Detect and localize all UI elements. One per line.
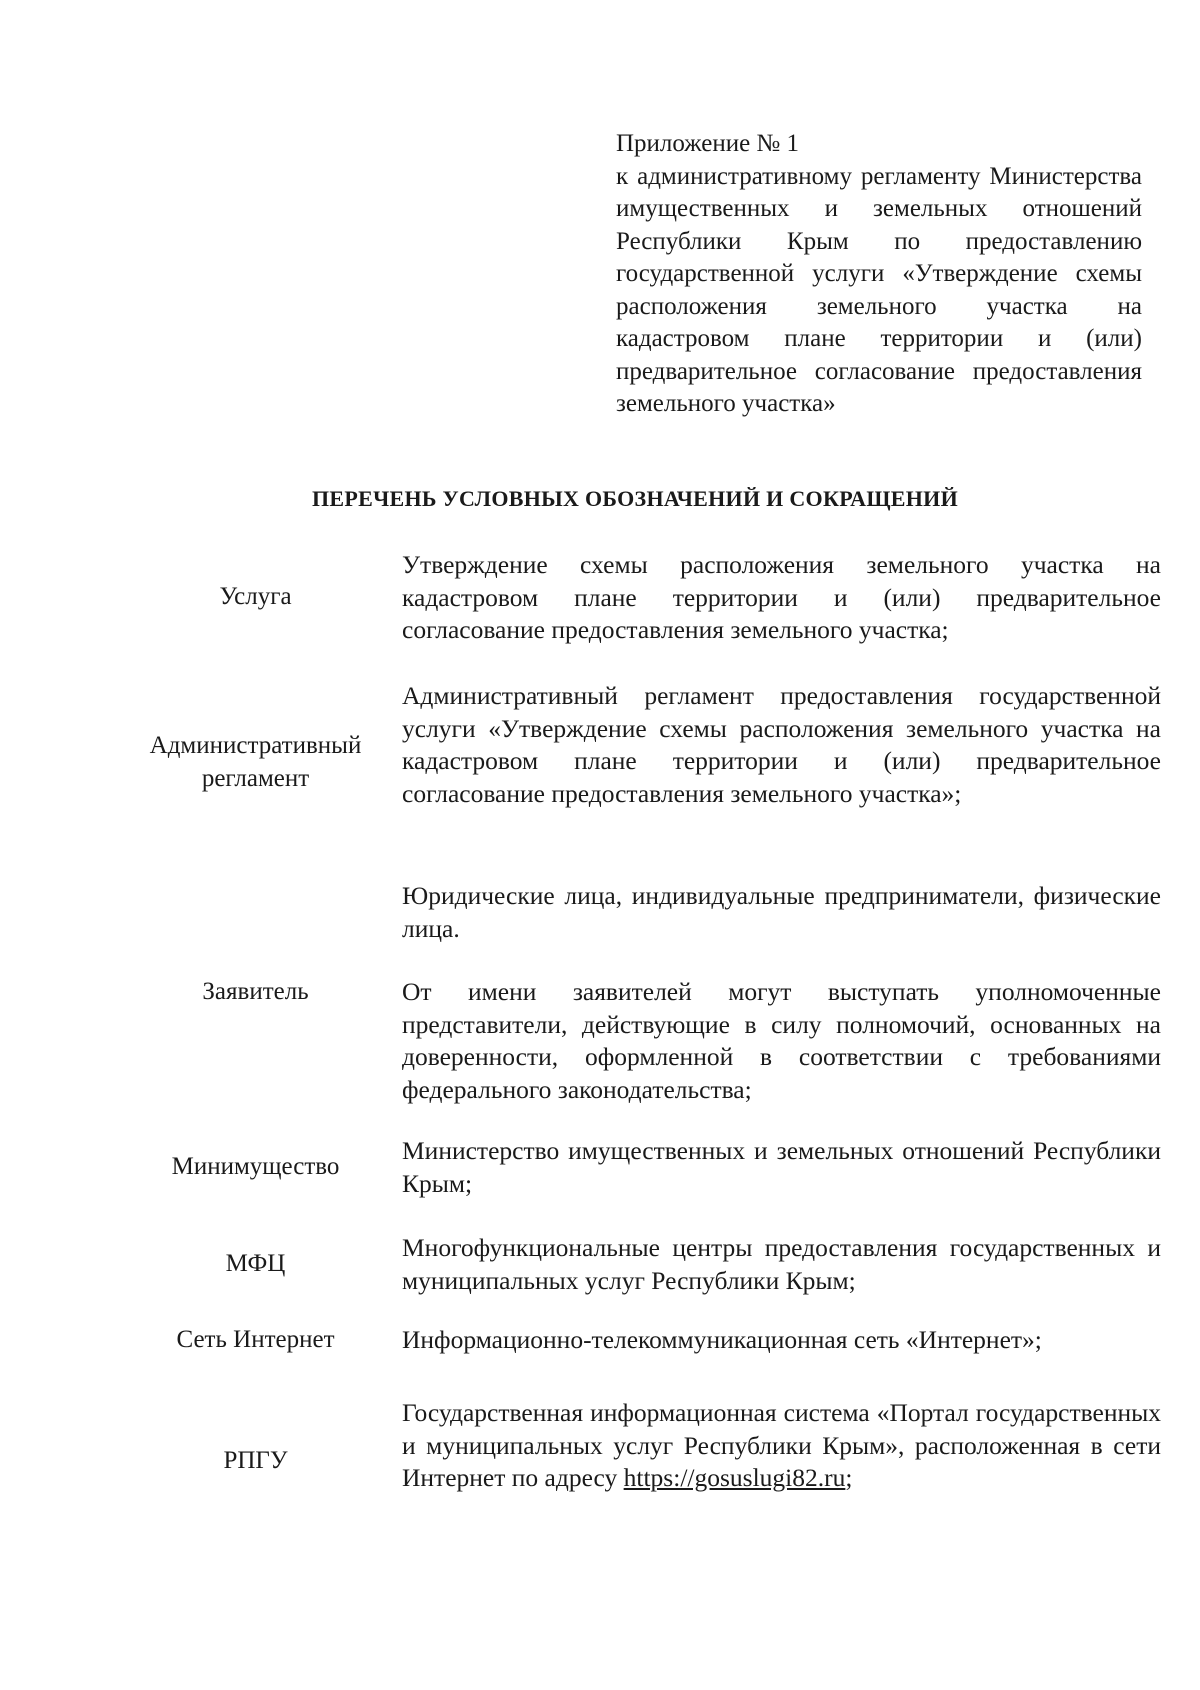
rpgu-link-suffix: ; xyxy=(845,1463,853,1492)
rpgu-definition-text: Государственная информационная система «Портал государственных и муниципальных услуг Республики Крым», расположенная в сети Интернет по адресу xyxy=(402,1398,1161,1492)
glossary-definition-part2: От имени заявителей могут выступать уполномоченные представители, действующие в силу полномочий, основанных на доверенности, оформленной в соответствии с требованиями федерального законодательства; xyxy=(402,977,1161,1104)
glossary-definition: Утверждение схемы расположения земельного участка на кадастровом плане территории и (или) предварительное согласование предоставления земельного участка; xyxy=(402,550,1161,644)
glossary-definition: Многофункциональные центры предоставления государственных и муниципальных услуг Республики Крым; xyxy=(402,1233,1161,1295)
document-title: ПЕРЕЧЕНЬ УСЛОВНЫХ ОБОЗНАЧЕНИЙ И СОКРАЩЕНИЙ xyxy=(311,486,959,511)
appendix-block xyxy=(616,128,1142,421)
glossary-definition: Министерство имущественных и земельных отношений Республики Крым; xyxy=(402,1136,1161,1198)
glossary-term: МФЦ xyxy=(225,1250,286,1277)
glossary-term: Заявитель xyxy=(202,978,309,1005)
appendix-text: к административному регламенту Министерства имущественных и земельных отношений Республики Крым по предоставлению государственной услуги «Утверждение схемы расположения земельного участка на кадастровом плане территории и (или) предварительное согласование предоставления земельного участка» xyxy=(616,162,1142,417)
glossary-definition-part1: Юридические лица, индивидуальные предприниматели, физические лица. xyxy=(402,881,1161,943)
glossary-definition xyxy=(402,1397,1161,1495)
glossary-term: Сеть Интернет xyxy=(176,1326,335,1353)
appendix-heading: Приложение № 1 xyxy=(616,130,800,157)
glossary-term: Минимущество xyxy=(171,1153,340,1180)
glossary-term: Услуга xyxy=(219,583,292,610)
glossary-definition: Информационно-телекоммуникационная сеть «Интернет»; xyxy=(402,1325,1042,1354)
glossary-term: РПГУ xyxy=(223,1447,288,1474)
glossary-definition: Административный регламент предоставления государственной услуги «Утверждение схемы расположения земельного участка на кадастровом плане территории и (или) предварительное согласование предоставления земельного участка»; xyxy=(402,681,1161,808)
rpgu-portal-link[interactable]: https://gosuslugi82.ru xyxy=(623,1463,846,1492)
glossary-term: Административный регламент xyxy=(149,732,362,792)
